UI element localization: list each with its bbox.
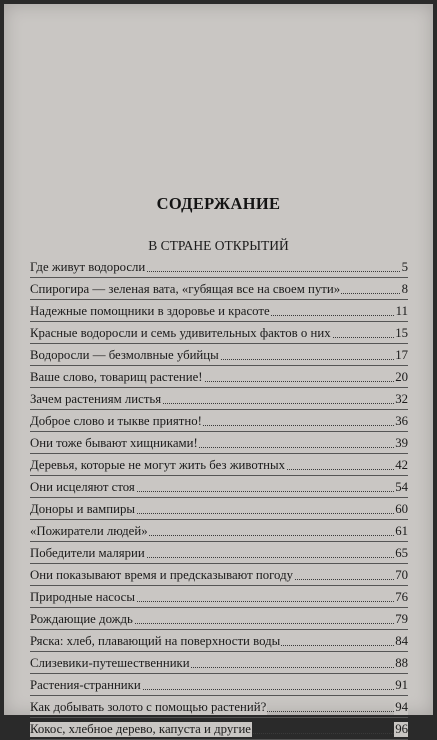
toc-entry-page: 17 <box>395 348 408 362</box>
toc-entry-title: Они тоже бывают хищниками! <box>30 436 198 450</box>
toc-entry-page: 32 <box>395 392 408 406</box>
toc-entry-title: Водоросли — безмолвные убийцы <box>30 348 219 362</box>
toc-entry-title: Красные водоросли и семь удивительных фактов о них <box>30 326 331 340</box>
toc-entry-title: Где живут водоросли <box>30 260 146 274</box>
toc-entry <box>30 520 408 542</box>
toc-entry-page: 42 <box>395 458 408 472</box>
toc-entry-title: Они показывают время и предсказывают погоду <box>30 568 293 582</box>
toc-entry-page: 65 <box>395 546 408 560</box>
toc-entry-page: 15 <box>395 326 408 340</box>
toc-entry <box>30 322 408 344</box>
toc-entry-title: Слизевики-путешественники <box>30 656 190 670</box>
toc-entry <box>30 498 408 520</box>
toc-entry <box>30 344 408 366</box>
toc-entry-title: Доброе слово и тыкве приятно! <box>30 414 202 428</box>
toc-entry-page: 5 <box>401 260 408 274</box>
toc-entry <box>30 300 408 322</box>
toc-entry-page: 39 <box>395 436 408 450</box>
toc-entry-page: 36 <box>395 414 408 428</box>
toc-entry <box>30 652 408 674</box>
toc-entry-title: Победители малярии <box>30 546 145 560</box>
toc-entry <box>30 366 408 388</box>
toc-entry-title: Ряска: хлеб, плавающий на поверхности воды <box>30 634 281 648</box>
toc-entry-page: 20 <box>395 370 408 384</box>
toc-entry-title: Как добывать золото с помощью растений? <box>30 700 267 714</box>
toc-entry-title: Зачем растениям листья <box>30 392 162 406</box>
toc-entry <box>30 564 408 586</box>
toc-entry-title: Растения-странники <box>30 678 141 692</box>
toc-entry-page: 8 <box>401 282 408 296</box>
toc-entry-page: 84 <box>395 634 408 648</box>
toc-entry-title: Надежные помощники в здоровье и красоте <box>30 304 270 318</box>
toc-entry <box>30 696 408 718</box>
table-of-contents <box>30 256 408 740</box>
toc-entry-page: 91 <box>395 678 408 692</box>
toc-entry-page: 61 <box>395 524 408 538</box>
toc-entry <box>30 278 408 300</box>
page-title: СОДЕРЖАНИЕ <box>156 194 281 213</box>
toc-entry-page: 54 <box>395 480 408 494</box>
toc-entry-title: Они исцеляют стоя <box>30 480 135 494</box>
toc-entry-title: Рождающие дождь <box>30 612 133 626</box>
toc-entry-title: «Пожиратели людей» <box>30 524 148 538</box>
toc-entry <box>30 542 408 564</box>
toc-entry-page: 79 <box>395 612 408 626</box>
toc-entry <box>30 586 408 608</box>
toc-entry <box>30 608 408 630</box>
toc-entry-page: 60 <box>395 502 408 516</box>
toc-entry <box>30 718 408 740</box>
toc-entry-title: Доноры и вампиры <box>30 502 135 516</box>
toc-entry <box>30 432 408 454</box>
toc-entry-page: 88 <box>395 656 408 670</box>
toc-entry <box>30 410 408 432</box>
toc-entry <box>30 388 408 410</box>
toc-entry-page: 11 <box>395 304 408 318</box>
toc-entry-page: 94 <box>395 700 408 714</box>
toc-entry-page: 96 <box>395 722 408 736</box>
toc-entry <box>30 630 408 652</box>
toc-entry-title: Природные насосы <box>30 590 135 604</box>
toc-entry <box>30 454 408 476</box>
toc-entry <box>30 674 408 696</box>
toc-entry-title: Спирогира — зеленая вата, «губящая все на своем пути» <box>30 282 341 296</box>
toc-entry-page: 70 <box>395 568 408 582</box>
toc-entry-title: Ваше слово, товарищ растение! <box>30 370 203 384</box>
section-heading: В СТРАНЕ ОТКРЫТИЙ <box>148 238 289 253</box>
toc-entry-title: Кокос, хлебное дерево, капуста и другие <box>30 722 251 736</box>
toc-entry-title: Деревья, которые не могут жить без животных <box>30 458 286 472</box>
toc-entry <box>30 476 408 498</box>
toc-entry <box>30 256 408 278</box>
book-page <box>4 4 433 736</box>
toc-entry-page: 76 <box>395 590 408 604</box>
